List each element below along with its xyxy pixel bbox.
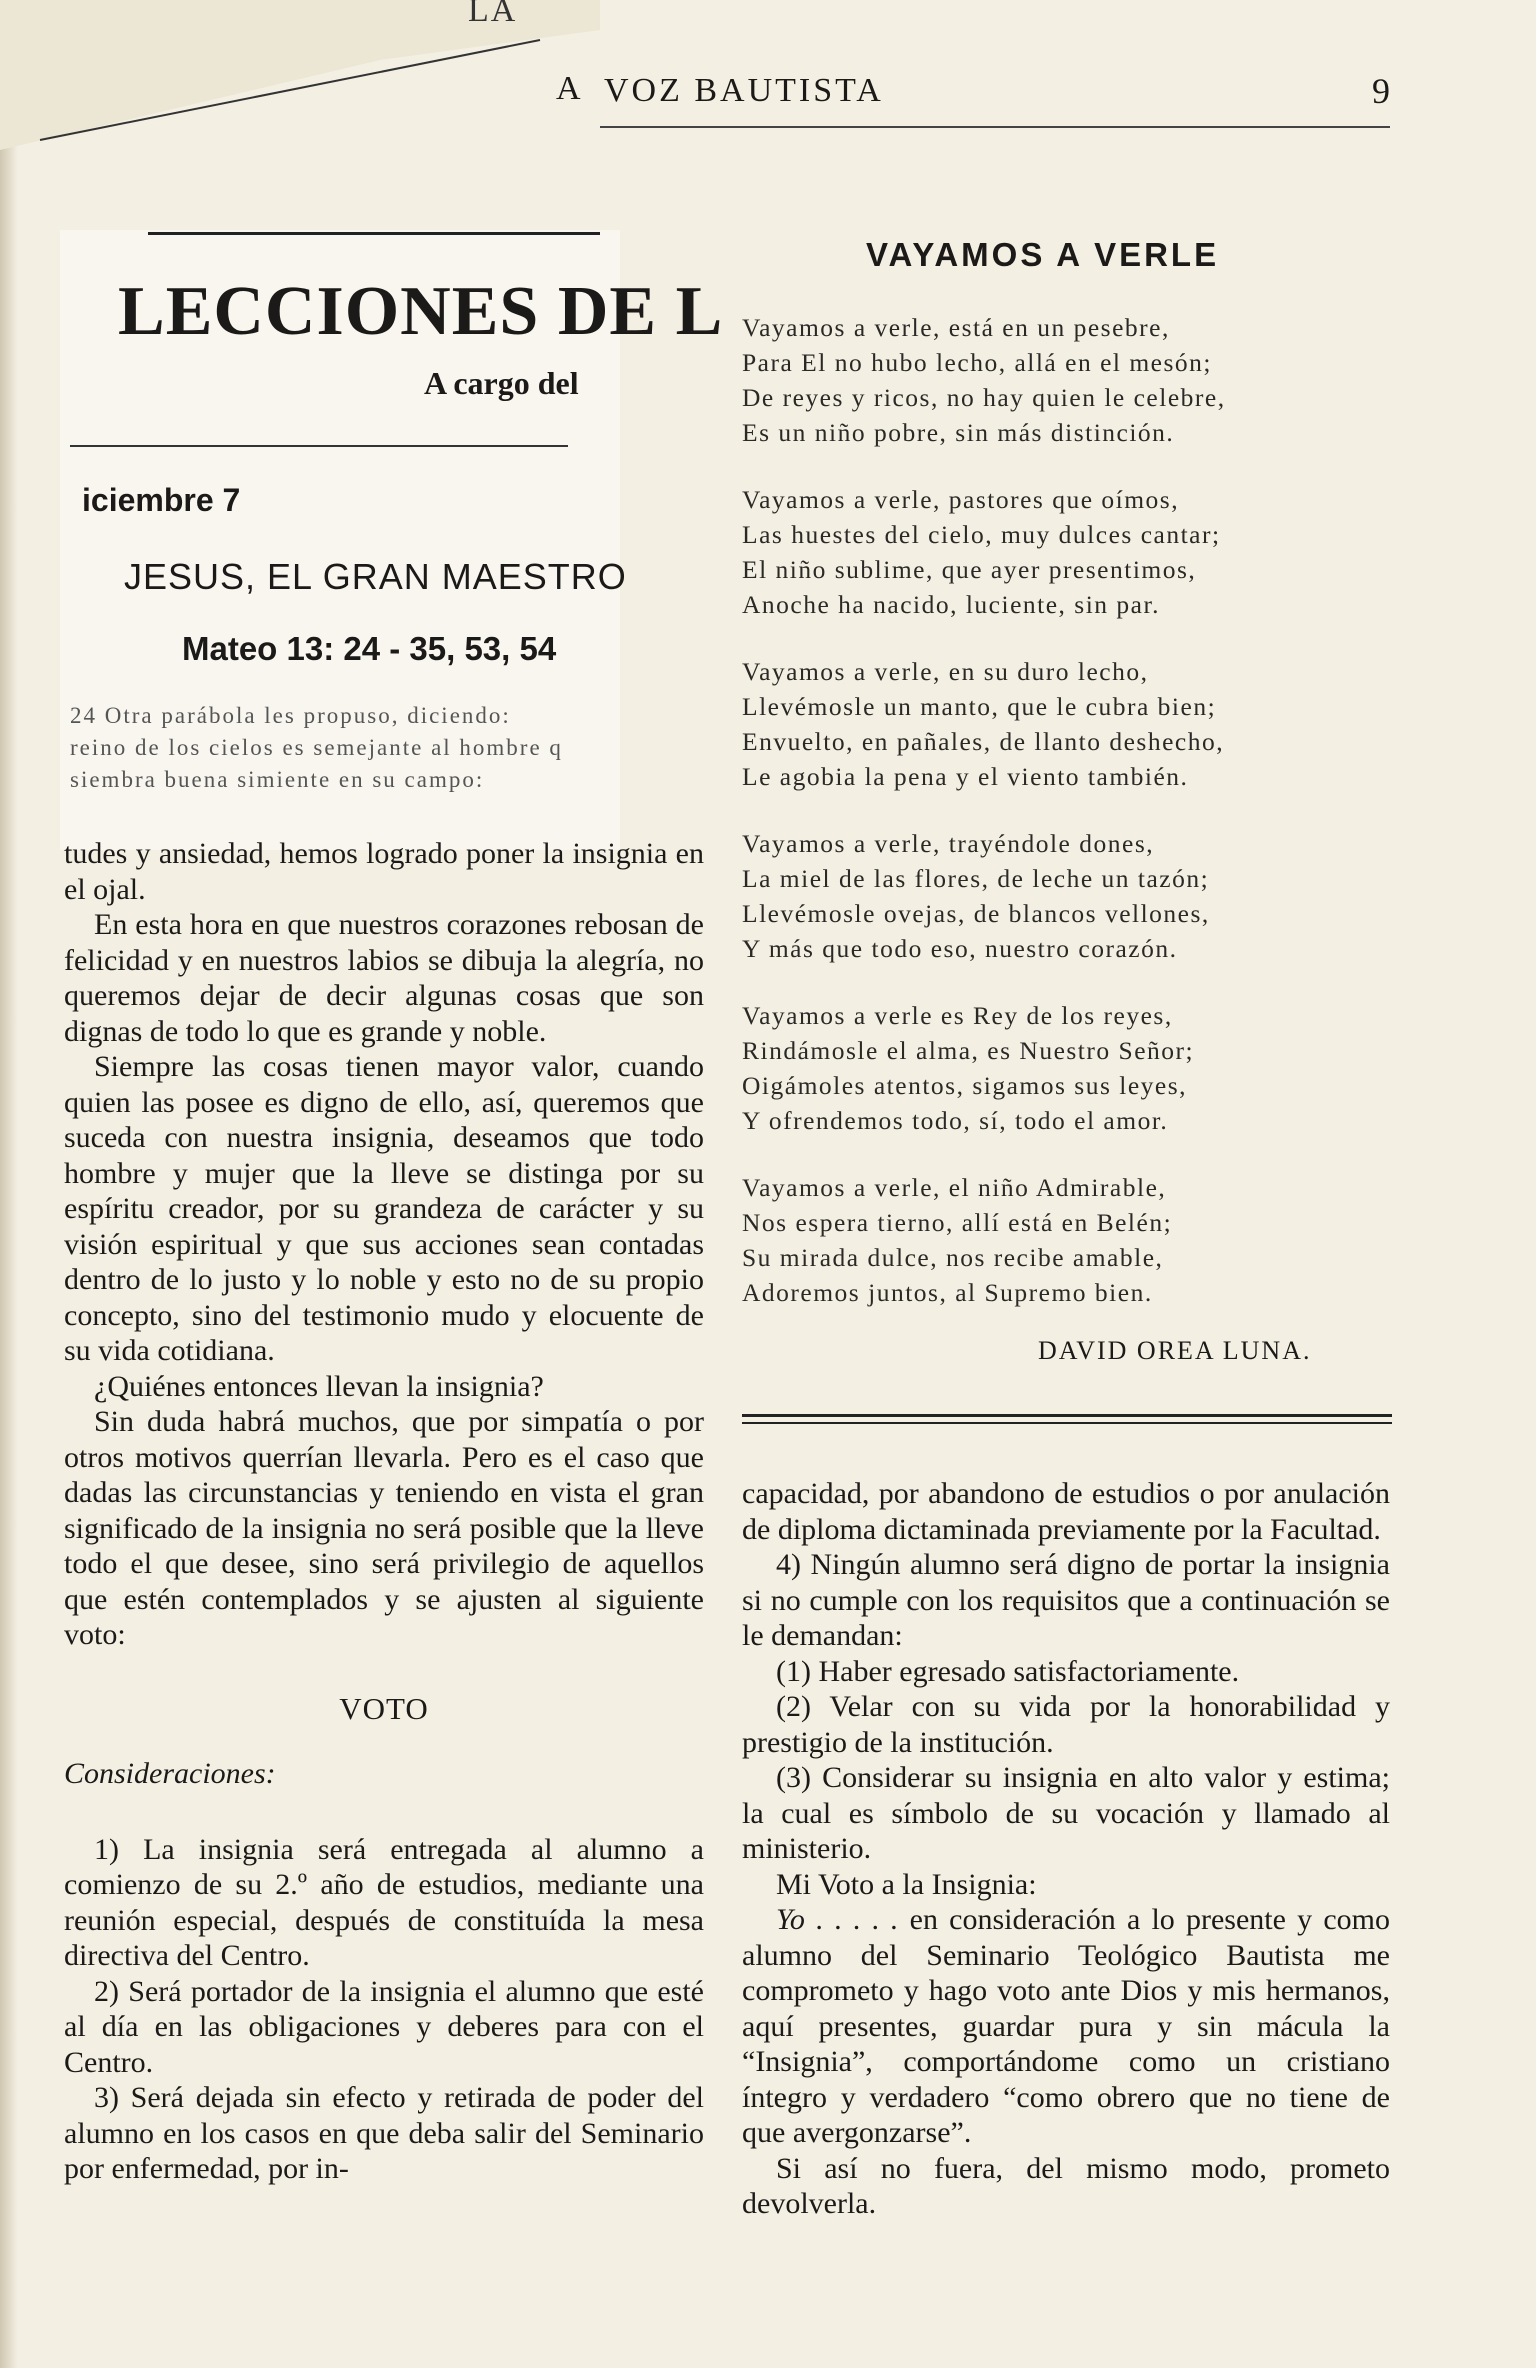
poem-line: Adoremos juntos, al Supremo bien. [742, 1278, 1153, 1307]
voto-intro: Mi Voto a la Insignia: [776, 1867, 1037, 1901]
poem-stanza [742, 1170, 1362, 1310]
poem-line: Vayamos a verle, el niño Admirable, [742, 1173, 1167, 1202]
masthead-fragment-la: LA [468, 0, 518, 29]
lesson-date: iciembre 7 [82, 482, 241, 518]
poem-title: VAYAMOS A VERLE [866, 236, 1220, 273]
masthead-title: VOZ BAUTISTA [604, 72, 884, 109]
lesson-reference: Mateo 13: 24 - 35, 53, 54 [182, 630, 557, 667]
poem-line: Oigámoles atentos, sigamos sus leyes, [742, 1071, 1188, 1100]
poem-line: Llevémosle ovejas, de blancos vellones, [742, 899, 1210, 928]
lecciones-top-rule [148, 232, 600, 235]
voto-yo: Yo . . . . . [776, 1903, 899, 1936]
voto-heading: VOTO [339, 1690, 429, 1726]
verse-line: siembra buena simiente en su campo: [70, 767, 485, 792]
poem-stanza [742, 482, 1362, 622]
lesson-verse [70, 700, 690, 796]
poem-stanza [742, 654, 1362, 794]
section-double-rule [742, 1422, 1392, 1424]
voto-text: en consideración a lo presente y como alumno del Seminario Teológico Bautista me comprometo y hago voto ante Dios y mis hermanos, aquí presentes, guardar pura y sin mácula la “Insignia”, comportándome como un cristiano íntegro y verdadero “como obrero que no tiene de que avergonzarse”. [742, 1903, 1390, 2149]
poem-line: Su mirada dulce, nos recibe amable, [742, 1243, 1164, 1272]
lesson-title: JESUS, EL GRAN MAESTRO [124, 556, 627, 597]
lecciones-mid-rule [70, 445, 568, 447]
poem-line: Vayamos a verle, está en un pesebre, [742, 313, 1170, 342]
left-column-text [64, 836, 704, 2187]
closing-paragraph: Si así no fuera, del mismo modo, prometo devolverla. [742, 2151, 1390, 2220]
voto-item: 1) La insignia será entregada al alumno a comienzo de su 2.º año de estudios, mediante una reunión especial, después de constituída la mesa directiva del Centro. [64, 1832, 704, 1972]
poem-stanza [742, 826, 1362, 966]
verse-line: reino de los cielos es semejante al hombre q [70, 735, 563, 760]
poem-line: El niño sublime, que ayer presentimos, [742, 555, 1197, 584]
right-column-text [742, 1476, 1390, 2222]
verse-line: 24 Otra parábola les propuso, diciendo: [70, 703, 511, 728]
page-number: 9 [1372, 71, 1390, 111]
poem-line: Para El no hubo lecho, allá en el mesón; [742, 348, 1213, 377]
requirement-item: (1) Haber egresado satisfactoriamente. [776, 1654, 1240, 1688]
poem-line: Envuelto, en pañales, de llanto deshecho, [742, 727, 1225, 756]
header-rule [600, 126, 1390, 128]
poem-line: Vayamos a verle, trayéndole dones, [742, 829, 1155, 858]
page-gutter-shadow [0, 0, 18, 2368]
poem-line: La miel de las flores, de leche un tazón; [742, 864, 1210, 893]
poem-line: Le agobia la pena y el viento también. [742, 762, 1189, 791]
voto-item: 3) Será dejada sin efecto y retirada de poder del alumno en los casos en que deba salir del Seminario por enfermedad, por in- [64, 2081, 704, 2185]
voto-item: 2) Será portador de la insignia el alumno que esté al día en las obligaciones y deberes para con el Centro. [64, 1974, 704, 2079]
poem-line: Vayamos a verle, en su duro lecho, [742, 657, 1149, 686]
paragraph: capacidad, por abandono de estudios o por anulación de diploma dictaminada previamente por la Facultad. [742, 1477, 1390, 1546]
poem-line: Vayamos a verle es Rey de los reyes, [742, 1001, 1173, 1030]
masthead-fragment-a: A [556, 70, 581, 107]
paragraph: En esta hora en que nuestros corazones rebosan de felicidad y en nuestros labios se dibuja la alegría, no queremos dejar de decir algunas cosas que son dignas de todo lo que es grande y noble. [64, 908, 704, 1048]
voto-item: 4) Ningún alumno será digno de portar la insignia si no cumple con los requisitos que a continuación se le demandan: [742, 1548, 1390, 1652]
poem-line: Anoche ha nacido, luciente, sin par. [742, 590, 1160, 619]
paragraph: tudes y ansiedad, hemos logrado poner la insignia en el ojal. [64, 837, 704, 906]
consideraciones-heading: Consideraciones: [64, 1757, 276, 1790]
lecciones-title: LECCIONES DE L [118, 273, 724, 350]
voto-paragraph [742, 1902, 1390, 2151]
paragraph: Siempre las cosas tienen mayor valor, cuando quien las posee es digno de ello, así, queremos que suceda con nuestra insignia, deseamos que todo hombre y mujer que la lleve se distinga por su espíritu creador, por su grandeza de carácter y su visión espiritual y que sus acciones sean contadas dentro de lo justo y lo noble y esto no de su propio concepto, sino del testimonio mudo y elocuente de su vida cotidiana. [64, 1050, 704, 1367]
poem-line: Rindámosle el alma, es Nuestro Señor; [742, 1036, 1195, 1065]
poem-line: Y más que todo eso, nuestro corazón. [742, 934, 1178, 963]
poem-line: De reyes y ricos, no hay quien le celebre, [742, 383, 1226, 412]
poem-line: Llevémosle un manto, que le cubra bien; [742, 692, 1217, 721]
poem-body [742, 310, 1362, 1342]
poem-line: Las huestes del cielo, muy dulces cantar; [742, 520, 1221, 549]
poem-line: Nos espera tierno, allí está en Belén; [742, 1208, 1173, 1237]
poem-stanza [742, 998, 1362, 1138]
poem-line: Es un niño pobre, sin más distinción. [742, 418, 1175, 447]
lecciones-subtitle: A cargo del [424, 365, 579, 401]
paragraph: Sin duda habrá muchos, que por simpatía o por otros motivos querrían llevarla. Pero es el caso que dadas las circunstancias y teniendo en vista el gran significado de la insignia no será posible que la lleve todo el que desee, sino será privilegio de aquellos que estén contemplados y se ajusten al siguiente voto: [64, 1405, 704, 1651]
requirement-item: (2) Velar con su vida por la honorabilidad y prestigio de la institución. [742, 1690, 1390, 1759]
paragraph: ¿Quiénes entonces llevan la insignia? [94, 1369, 544, 1403]
poem-line: Y ofrendemos todo, sí, todo el amor. [742, 1106, 1169, 1135]
poem-stanza [742, 310, 1362, 450]
poem-line: Vayamos a verle, pastores que oímos, [742, 485, 1180, 514]
poem-author: DAVID OREA LUNA. [1038, 1336, 1312, 1365]
requirement-item: (3) Considerar su insignia en alto valor y estima; la cual es símbolo de su vocación y llamado al ministerio. [742, 1761, 1390, 1865]
section-double-rule [742, 1414, 1392, 1417]
